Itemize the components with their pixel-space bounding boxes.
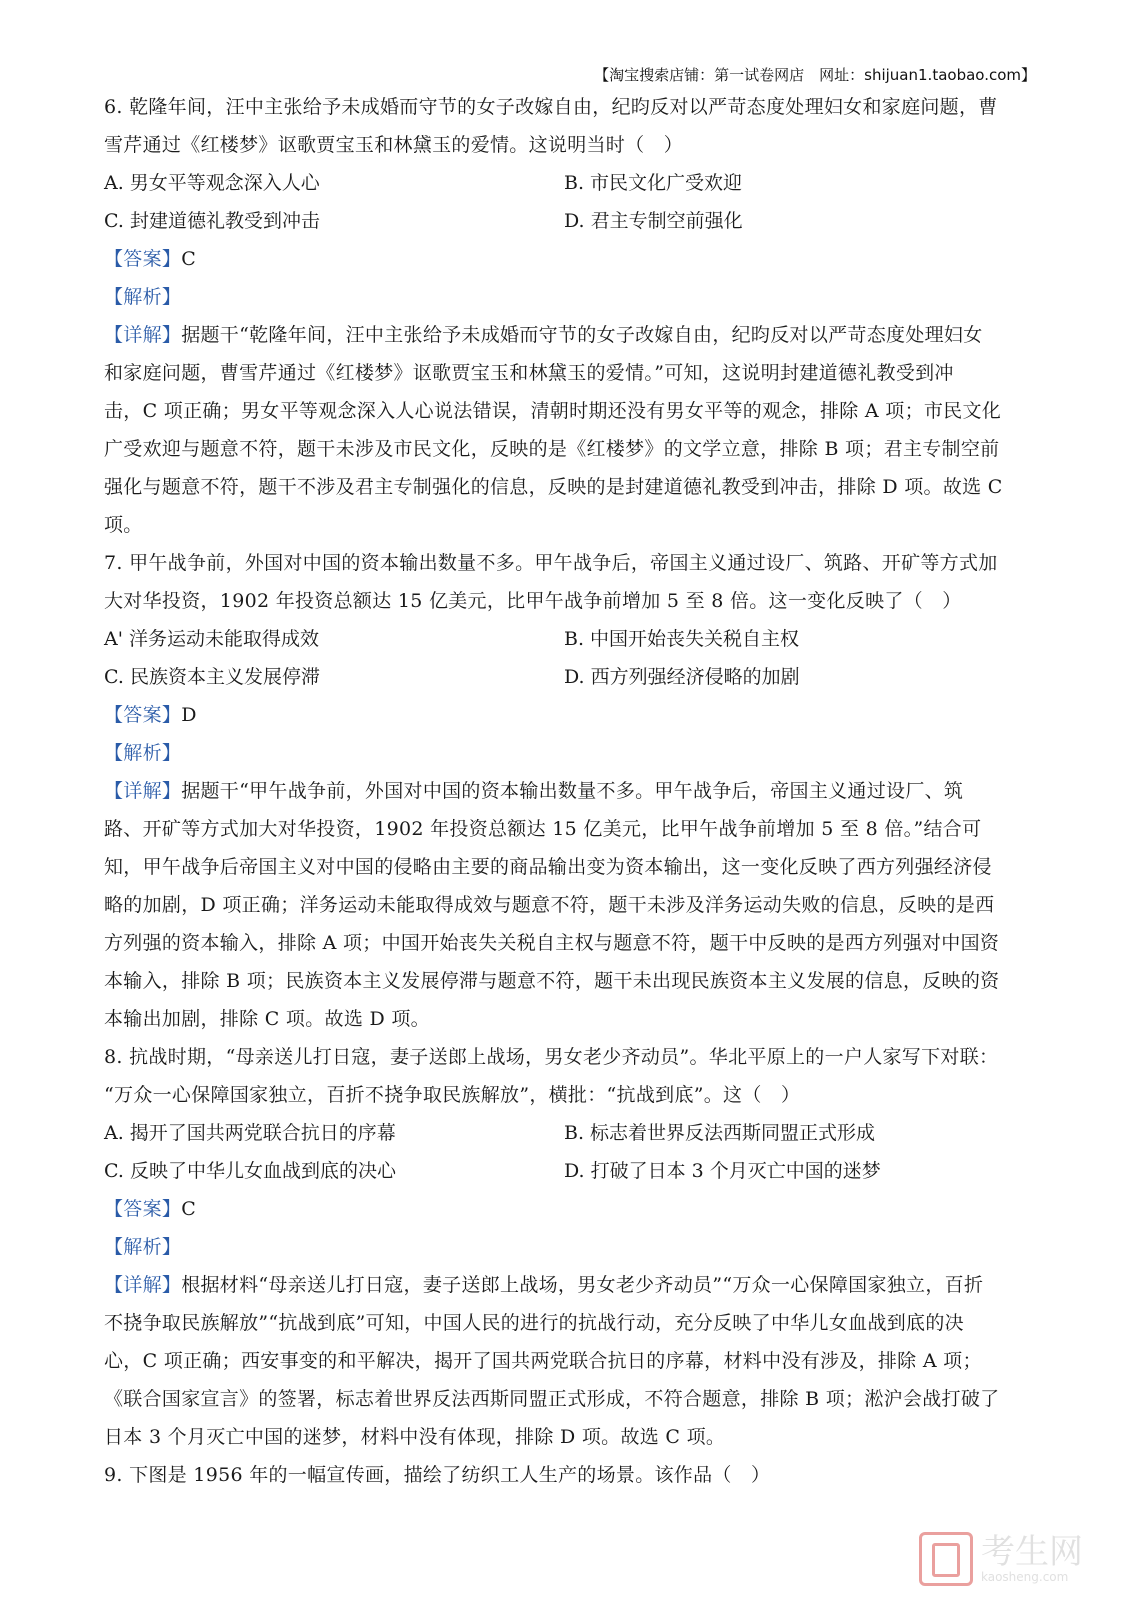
answer-tag: 【答案】	[104, 248, 182, 270]
option-c: C. 民族资本主义发展停滞	[104, 666, 320, 688]
question-6-options-row-1	[104, 164, 1024, 202]
question-6-answer	[104, 240, 1024, 278]
question-8-detail-line-2: 不挠争取民族解放”“抗战到底”可知，中国人民的进行的抗战行动，充分反映了中华儿女血战到底的决	[104, 1312, 964, 1334]
watermark-text	[981, 1534, 1083, 1584]
answer-tag: 【答案】	[104, 1198, 182, 1220]
exam-content	[104, 88, 1024, 1494]
question-6-stem-line-1: 6. 乾隆年间，汪中主张给予未成婚而守节的女子改嫁自由，纪昀反对以严苛态度处理妇女和家庭问题，曹	[104, 96, 998, 118]
question-7-stem-line-2: 大对华投资，1902 年投资总额达 15 亿美元，比甲午战争前增加 5 至 8 倍。这一变化反映了（ ）	[104, 590, 962, 612]
question-6-detail-line-4: 广受欢迎与题意不符，题干未涉及市民文化，反映的是《红楼梦》的文学立意，排除 B 项；君主专制空前	[104, 438, 1000, 460]
option-c: C. 反映了中华儿女血战到底的决心	[104, 1160, 396, 1182]
option-d: D. 君主专制空前强化	[564, 210, 743, 232]
question-7-detail-line-4: 略的加剧，D 项正确；洋务运动未能取得成效与题意不符，题干未涉及洋务运动失败的信息，反映的是西	[104, 894, 995, 916]
question-8-stem-line-2: “万众一心保障国家独立，百折不挠争取民族解放”，横批：“抗战到底”。这（ ）	[104, 1084, 801, 1106]
question-8-detail-line-3: 心，C 项正确；西安事变的和平解决，揭开了国共两党联合抗日的序幕，材料中没有涉及，排除 A 项；	[104, 1350, 982, 1372]
question-8-answer	[104, 1190, 1024, 1228]
option-d: D. 西方列强经济侵略的加剧	[564, 666, 800, 688]
question-7-analysis	[104, 734, 1024, 772]
answer-value: D	[181, 704, 197, 726]
detail-text: 根据材料“母亲送儿打日寇，妻子送郎上战场，男女老少齐动员”“万众一心保障国家独立，百折	[181, 1274, 984, 1296]
question-6-detail-line-6: 项。	[104, 514, 143, 536]
question-6-detail-line-5: 强化与题意不符，题干不涉及君主专制强化的信息，反映的是封建道德礼教受到冲击，排除 D 项。故选 C	[104, 476, 1003, 498]
question-8-detail-line-5: 日本 3 个月灭亡中国的迷梦，材料中没有体现，排除 D 项。故选 C 项。	[104, 1426, 726, 1448]
detail-text: 据题干“甲午战争前，外国对中国的资本输出数量不多。甲午战争后，帝国主义通过设厂、筑	[181, 780, 964, 802]
analysis-tag: 【解析】	[104, 1236, 182, 1258]
question-7-options-row-1	[104, 620, 1024, 658]
answer-value: C	[181, 1198, 197, 1220]
detail-tag: 【详解】	[104, 780, 182, 802]
question-6-options-row-2	[104, 202, 1024, 240]
analysis-tag: 【解析】	[104, 742, 182, 764]
question-8-detail-line-4: 《联合国家宣言》的签署，标志着世界反法西斯同盟正式形成，不符合题意，排除 B 项；淞沪会战打破了	[104, 1388, 1000, 1410]
question-6-detail-line-3: 击，C 项正确；男女平等观念深入人心说法错误，清朝时期还没有男女平等的观念，排除 A 项；市民文化	[104, 400, 1002, 422]
question-7-detail-line-1	[104, 772, 1024, 810]
watermark-url: kaosheng.com	[981, 1570, 1069, 1584]
question-8-options-row-1	[104, 1114, 1024, 1152]
option-a: A' 洋务运动未能取得成效	[104, 628, 319, 650]
detail-tag: 【详解】	[104, 324, 182, 346]
option-c: C. 封建道德礼教受到冲击	[104, 210, 320, 232]
question-6-detail-line-1	[104, 316, 1024, 354]
question-7-detail-line-3: 知，甲午战争后帝国主义对中国的侵略由主要的商品输出变为资本输出，这一变化反映了西方列强经济侵	[104, 856, 992, 878]
option-a: A. 揭开了国共两党联合抗日的序幕	[104, 1122, 396, 1144]
question-6-detail-line-2: 和家庭问题，曹雪芹通过《红楼梦》讴歌贾宝玉和林黛玉的爱情。”可知，这说明封建道德礼教受到冲	[104, 362, 954, 384]
question-6-analysis	[104, 278, 1024, 316]
watermark-name: 考生网	[981, 1532, 1083, 1572]
question-8-stem-line-1: 8. 抗战时期，“母亲送儿打日寇，妻子送郎上战场，男女老少齐动员”。华北平原上的一户人家写下对联：	[104, 1046, 999, 1068]
question-7-stem-line-1: 7. 甲午战争前，外国对中国的资本输出数量不多。甲午战争后，帝国主义通过设厂、筑路、开矿等方式加	[104, 552, 998, 574]
detail-tag: 【详解】	[104, 1274, 182, 1296]
question-7-detail-line-6: 本输入，排除 B 项；民族资本主义发展停滞与题意不符，题干未出现民族资本主义发展的信息，反映的资	[104, 970, 1000, 992]
question-7-detail-line-7: 本输出加剧，排除 C 项。故选 D 项。	[104, 1008, 430, 1030]
question-7-answer	[104, 696, 1024, 734]
option-b: B. 标志着世界反法西斯同盟正式形成	[564, 1122, 876, 1144]
question-7-detail-line-5: 方列强的资本输入，排除 A 项；中国开始丧失关税自主权与题意不符，题干中反映的是西方列强对中国资	[104, 932, 1000, 954]
option-b: B. 中国开始丧失关税自主权	[564, 628, 800, 650]
detail-text: 据题干“乾隆年间，汪中主张给予未成婚而守节的女子改嫁自由，纪昀反对以严苛态度处理妇女	[181, 324, 983, 346]
answer-value: C	[181, 248, 197, 270]
answer-tag: 【答案】	[104, 704, 182, 726]
watermark	[919, 1532, 1083, 1586]
question-7-detail-line-2: 路、开矿等方式加大对华投资，1902 年投资总额达 15 亿美元，比甲午战争前增加 5 至 8 倍。”结合可	[104, 818, 982, 840]
question-8-options-row-2	[104, 1152, 1024, 1190]
question-7-options-row-2	[104, 658, 1024, 696]
option-b: B. 市民文化广受欢迎	[564, 172, 743, 194]
option-a: A. 男女平等观念深入人心	[104, 172, 320, 194]
option-d: D. 打破了日本 3 个月灭亡中国的迷梦	[564, 1160, 881, 1182]
question-6-stem-line-2: 雪芹通过《红楼梦》讴歌贾宝玉和林黛玉的爱情。这说明当时（ ）	[104, 134, 684, 156]
question-8-analysis	[104, 1228, 1024, 1266]
analysis-tag: 【解析】	[104, 286, 182, 308]
kaosheng-logo-icon	[919, 1532, 973, 1586]
question-9-stem: 9. 下图是 1956 年的一幅宣传画，描绘了纺织工人生产的场景。该作品（ ）	[104, 1464, 771, 1486]
question-8-detail-line-1	[104, 1266, 1024, 1304]
shop-header: 【淘宝搜索店铺：第一试卷网店 网址：shijuan1.taobao.com】	[594, 66, 1036, 84]
